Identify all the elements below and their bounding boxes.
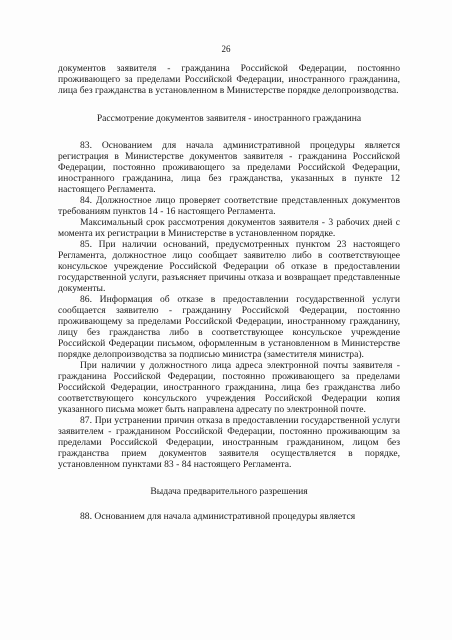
section-heading-permit: Выдача предварительного разрешения — [150, 486, 308, 497]
paragraph-max-term: Максимальный срок рассмотрения документов заявителя - 3 рабочих дней с момента их регистрации в Министерстве в установленном порядке. — [58, 217, 400, 239]
page-number: 26 — [221, 44, 231, 54]
paragraph-87: 87. При устранении причин отказа в предоставлении государственной услуги заявителем - гражданином Российской Федерации, постоянно проживающим за пределами Российской Федерации, иностранным гражданином, лицом без гражданства прием документов заявителя осуществляется в порядке, установленном пунктами 83 - 84 настоящего Регламента. — [58, 415, 400, 470]
paragraph-email: При наличии у должностного лица адреса электронной почты заявителя - гражданина Российской Федерации, постоянно проживающего за пределами Российской Федерации, иностранного гражданина, лица без гражданства либо соответствующего консульского учреждения Российской Федерации копия указанного письма может быть направлена адресату по электронной почте. — [58, 360, 400, 415]
paragraph-88: 88. Основанием для начала административной процедуры является — [80, 511, 356, 522]
section-heading-review: Рассмотрение документов заявителя - иностранного гражданина — [96, 113, 362, 124]
paragraph-84: 84. Должностное лицо проверяет соответствие представленных документов требованиям пунктов 14 - 16 настоящего Регламента. — [58, 195, 400, 217]
paragraph-83: 83. Основанием для начала административной процедуры является регистрация в Министерстве документов заявителя - гражданина Российской Федерации, постоянно проживающего за пределами Российской Федерации, иностранного гражданина, лица без гражданства, указанных в пункте 12 настоящего Регламента. — [58, 140, 400, 195]
paragraph-85: 85. При наличии оснований, предусмотренных пунктом 23 настоящего Регламента, должностное лицо сообщает заявителю либо в соответствующее консульское учреждение Российской Федерации об отказе в предоставлении государственной услуги, разъясняет причины отказа и возвращает представленные документы. — [58, 239, 400, 294]
paragraph-continuation: документов заявителя - гражданина Российской Федерации, постоянно проживающего за пределами Российской Федерации, иностранного гражданина, лица без гражданства в установленном в Министерстве порядке делопроизводства. — [58, 63, 400, 96]
page-content — [58, 63, 400, 522]
paragraph-86: 86. Информация об отказе в предоставлении государственной услуги сообщается заявителю - гражданину Российской Федерации, постоянно проживающему за пределами Российской Федерации, иностранному гражданину, лицу без гражданства либо в соответствующее консульское учреждение Российской Федерации письмом, оформленным в установленном в Министерстве порядке делопроизводства за подписью министра (заместителя министра). — [58, 294, 400, 360]
